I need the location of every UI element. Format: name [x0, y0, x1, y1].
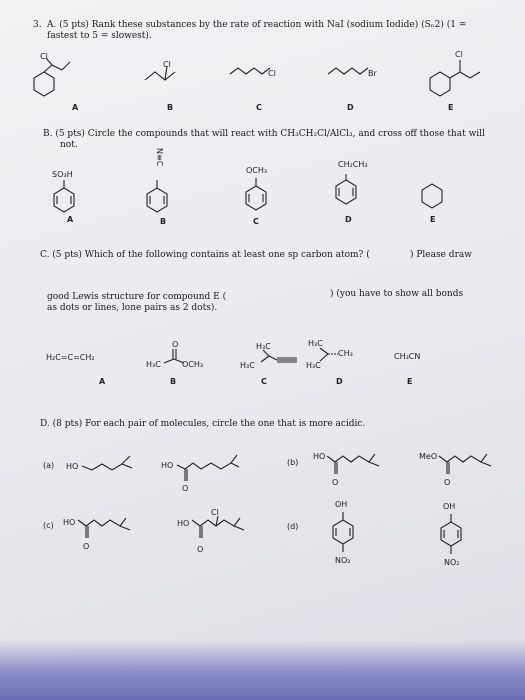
part-d-prompt: D. (8 pts) For each pair of molecules, circle the one that is more acidic.: [40, 419, 366, 429]
part-a-label-a: A: [72, 103, 79, 112]
part-c-prompt-line2-end-text: ) (you have to show all bonds: [330, 289, 464, 299]
part-d-pair-b2-o: O: [444, 478, 451, 487]
part-d-pair-c1-ho: HO: [63, 518, 76, 527]
part-c-struct-d-top: H₃C: [308, 339, 323, 348]
part-c-label-e: E: [407, 377, 413, 386]
part-d-pair-d-label: (d): [287, 522, 299, 531]
part-c-label-a: A: [99, 377, 106, 386]
part-c-prompt-end: ) Please draw: [410, 250, 472, 260]
part-d-pair-c2-ho: HO: [177, 519, 190, 528]
part-b-ring-e: [418, 182, 458, 222]
part-c-prompt-line2: good Lewis structure for compound E (: [47, 292, 227, 302]
part-b-ring-b: [143, 178, 183, 218]
part-b-label-d: D: [345, 215, 352, 224]
part-c-prompt-line3: as dots or lines, lone pairs as 2 dots).: [47, 303, 218, 313]
part-d-pair-b1-o: O: [332, 478, 339, 487]
part-a-label-b: B: [167, 103, 174, 112]
part-d-pair-d2-oh: OH: [443, 502, 456, 511]
part-a-atom-cl-b: Cl: [163, 60, 171, 69]
part-b-label-e: E: [430, 215, 436, 224]
part-a-atom-cl-e: Cl: [455, 50, 463, 59]
part-c-label-d: D: [336, 377, 343, 386]
part-d-pair-c-label: (c): [43, 521, 54, 530]
part-b-sub-c: OCH₃: [246, 166, 268, 175]
part-d-pair-b-label: (b): [287, 458, 299, 467]
part-c-struct-d-ch3: CH₃: [338, 349, 353, 358]
part-a-label-d: D: [347, 103, 354, 112]
part-b-sub-b: N≡C: [155, 148, 164, 167]
part-d-pair-d1-ring: [329, 510, 369, 560]
part-c-struct-c-bonds: [255, 350, 305, 370]
part-b-ring-d: [330, 172, 370, 212]
part-a-prompt: A. (5 pts) Rank these substances by the rate of reaction with NaI (sodium Iodide) (Sₙ2) (1 =: [47, 20, 467, 30]
part-b-label-c: C: [253, 217, 259, 226]
part-d-pair-d1-oh: OH: [335, 500, 348, 509]
page-bottom-shadow: [0, 640, 525, 700]
part-d-pair-a-label: (a): [43, 461, 55, 470]
part-c-struct-c-bot: H₃C: [240, 361, 255, 370]
part-b-prompt-cont: not.: [60, 140, 78, 150]
part-d-pair-a2-o: O: [182, 484, 189, 493]
part-d-pair-d1-no2: NO₂: [335, 556, 351, 565]
part-c-struct-b-o: O: [172, 340, 179, 349]
part-d-pair-a1-ho: HO: [66, 462, 79, 471]
part-c-struct-d-bot: H₃C: [306, 361, 321, 370]
part-a-atom-cl-a: Cl: [40, 52, 48, 61]
part-d-pair-c1-o: O: [83, 542, 90, 551]
part-b-sub-d: CH₂CH₃: [338, 160, 368, 169]
part-c-label-c: C: [261, 377, 267, 386]
part-a-atom-br-d: Br: [368, 69, 377, 78]
part-a-prompt-cont: fastest to 5 = slowest).: [47, 31, 152, 41]
part-c-struct-b-right: OCH₃: [182, 360, 204, 369]
part-a-label-c: C: [256, 103, 262, 112]
part-b-prompt: B. (5 pts) Circle the compounds that will react with CH₃CH₂Cl/AlCl₃, and cross off those that will: [43, 129, 485, 139]
part-a-atom-cl-c: Cl: [268, 69, 276, 78]
part-c-prompt-line2-end: [330, 289, 463, 300]
part-d-pair-c2-o: O: [197, 545, 204, 554]
part-b-ring-a: [50, 178, 90, 218]
part-b-label-a: A: [67, 215, 74, 224]
part-d-pair-b2-meo: MeO: [419, 452, 438, 461]
part-b-label-b: B: [160, 217, 167, 226]
part-c-struct-c-top: H₃C: [256, 342, 271, 351]
part-d-pair-b1-ho: HO: [313, 452, 326, 461]
question-number: 3.: [33, 20, 42, 30]
part-a-molecule-a: [30, 50, 90, 100]
part-b-sub-a: SO₃H: [52, 170, 73, 179]
part-d-pair-c2-cl: Cl: [211, 508, 219, 517]
part-a-label-e: E: [448, 103, 454, 112]
part-c-label-b: B: [170, 377, 177, 386]
part-d-pair-a2-ho: HO: [161, 461, 174, 470]
part-c-prompt: C. (5 pts) Which of the following contains at least one sp carbon atom? (: [40, 250, 370, 260]
part-b-ring-c: [242, 176, 282, 216]
part-d-pair-d2-ring: [437, 512, 477, 562]
part-d-pair-d2-no2: NO₂: [444, 558, 460, 567]
part-c-struct-a: H₂C=C=CH₂: [46, 353, 95, 362]
part-c-struct-e: CH₃CN: [394, 352, 421, 361]
part-d-pair-a1-chain: [80, 452, 140, 474]
part-c-struct-d-bonds: [316, 346, 346, 366]
part-c-struct-b-left: H₃C: [146, 360, 161, 369]
